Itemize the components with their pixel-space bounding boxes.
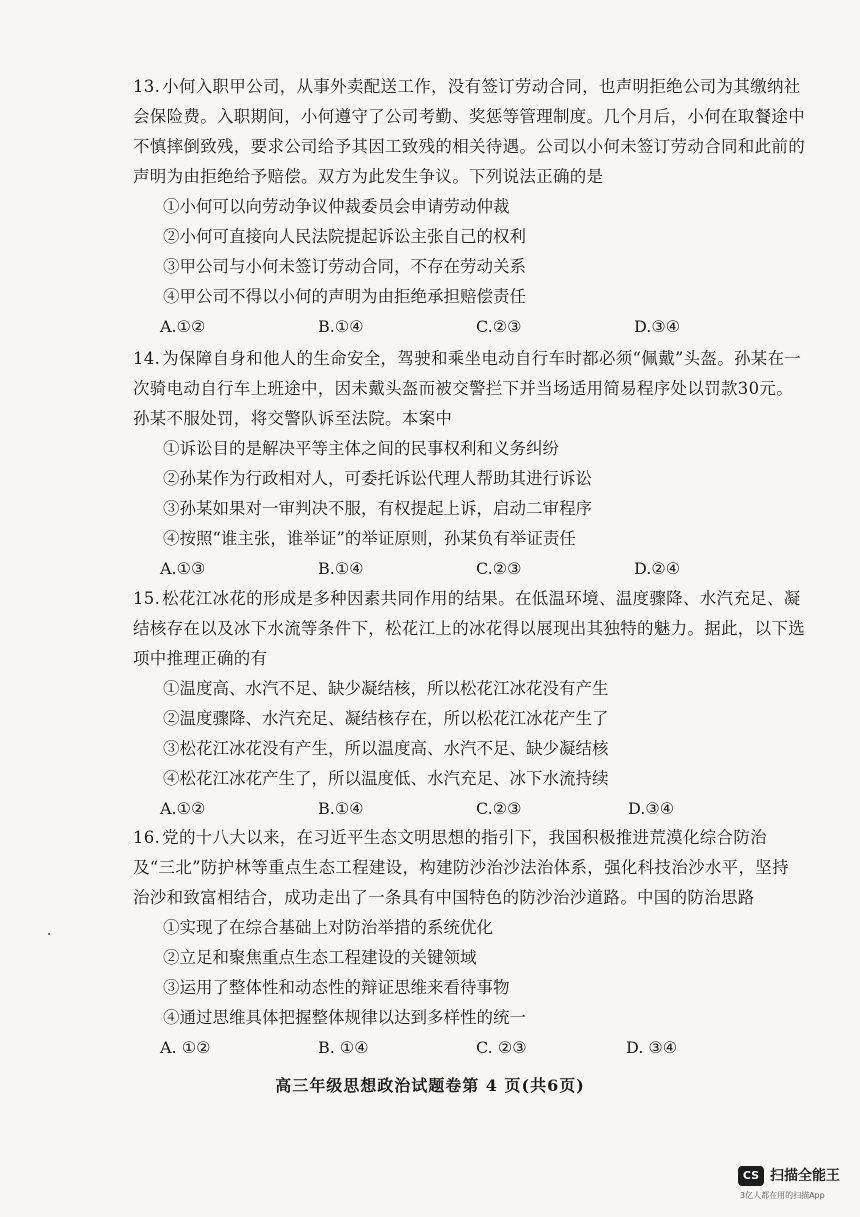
question-number: 15. [133, 589, 161, 608]
question-stem [133, 344, 805, 434]
option-statement: ③松花江冰花没有产生，所以温度高、水汽不足、缺少凝结核 [163, 739, 609, 758]
choice-d: D.②④ [634, 559, 681, 578]
choice-d: D.③④ [628, 799, 675, 818]
choice-c: C. ②③ [476, 1038, 527, 1057]
question-number: 16. [133, 828, 161, 847]
watermark-subtitle: 3亿人都在用的扫描App [740, 1191, 825, 1200]
option-statement: ④甲公司不得以小何的声明为由拒绝承担赔偿责任 [163, 287, 526, 306]
question-16 [133, 823, 805, 1063]
option-statement: ①温度高、水汽不足、缺少凝结核，所以松花江冰花没有产生 [163, 679, 609, 698]
choice-c: C.②③ [476, 317, 522, 336]
choice-b: B.①④ [318, 799, 364, 818]
choice-a: A.①② [160, 317, 206, 336]
option-statement: ③甲公司与小何未签订劳动合同，不存在劳动关系 [163, 257, 526, 276]
choice-c: C.②③ [476, 559, 522, 578]
option-statement: ②立足和聚焦重点生态工程建设的关键领域 [163, 948, 477, 967]
answer-choices [160, 1033, 805, 1063]
question-14 [133, 344, 805, 584]
option-statement: ④通过思维具体把握整体规律以达到多样性的统一 [163, 1008, 526, 1027]
choice-b: B.①④ [318, 559, 364, 578]
choice-d: D. ③④ [626, 1038, 678, 1057]
page-footer: 高三年级思想政治试题卷第 4 页(共6页) [275, 1076, 585, 1095]
question-stem [133, 72, 805, 192]
option-statement: ④松花江冰花产生了，所以温度低、水汽充足、冰下水流持续 [163, 769, 609, 788]
option-statement: ①实现了在综合基础上对防治举措的系统优化 [163, 918, 493, 937]
answer-choices [160, 794, 805, 824]
answer-choices [160, 312, 805, 342]
choice-b: B. ①④ [318, 1038, 369, 1057]
choice-a: A. ①② [160, 1038, 211, 1057]
option-statement: ②温度骤降、水汽充足、凝结核存在，所以松花江冰花产生了 [163, 709, 609, 728]
choice-d: D.③④ [634, 317, 681, 336]
answer-choices [160, 554, 805, 584]
question-stem [133, 584, 805, 674]
question-text: 小何入职甲公司，从事外卖配送工作，没有签订劳动合同，也声明拒绝公司为其缴纳社会保险费。入职期间，小何遵守了公司考勤、奖惩等管理制度。几个月后，小何在取餐途中不慎摔倒致残，要求公司给予其因工致残的相关待遇。公司以小何未签订劳动合同和此前的声明为由拒绝给予赔偿。双方为此发生争议。下列说法正确的是 [133, 77, 805, 186]
question-text: 松花江冰花的形成是多种因素共同作用的结果。在低温环境、温度骤降、水汽充足、凝结核存在以及冰下水流等条件下，松花江上的冰花得以展现出其独特的魅力。据此，以下选项中推理正确的有 [133, 589, 805, 668]
option-statement: ③孙某如果对一审判决不服，有权提起上诉，启动二审程序 [163, 499, 592, 518]
option-statement: ②孙某作为行政相对人，可委托诉讼代理人帮助其进行诉讼 [163, 469, 592, 488]
watermark-name: 扫描全能王 [770, 1168, 840, 1184]
option-statement: ①小何可以向劳动争议仲裁委员会申请劳动仲裁 [163, 197, 510, 216]
question-number: 13. [133, 77, 161, 96]
question-number: 14. [133, 349, 161, 368]
choice-b: B.①④ [318, 317, 364, 336]
camscanner-logo-icon: CS [738, 1166, 764, 1186]
choice-a: A.①② [160, 799, 206, 818]
scan-speck [48, 933, 50, 935]
choice-a: A.①③ [160, 559, 206, 578]
question-text: 为保障自身和他人的生命安全，驾驶和乘坐电动自行车时都必须“佩戴”头盔。孙某在一次骑电动自行车上班途中，因未戴头盔而被交警拦下并当场适用简易程序处以罚款30元。孙某不服处罚，将交警队诉至法院。本案中 [133, 349, 802, 428]
question-text: 党的十八大以来，在习近平生态文明思想的指引下，我国积极推进荒漠化综合防治及“三北”防护林等重点生态工程建设，构建防沙治沙法治体系，强化科技治沙水平，坚持治沙和致富相结合，成功走出了一条具有中国特色的防沙治沙道路。中国的防治思路 [133, 828, 789, 907]
choice-c: C.②③ [476, 799, 522, 818]
option-statement: ②小何可直接向人民法院提起诉讼主张自己的权利 [163, 227, 526, 246]
question-15 [133, 584, 805, 824]
option-statement: ③运用了整体性和动态性的辩证思维来看待事物 [163, 978, 510, 997]
option-statement: ①诉讼目的是解决平等主体之间的民事权利和义务纠纷 [163, 439, 559, 458]
question-stem [133, 823, 805, 913]
scanner-watermark [734, 1161, 846, 1207]
question-13 [133, 72, 805, 342]
option-statement: ④按照“谁主张，谁举证”的举证原则，孙某负有举证责任 [163, 529, 576, 548]
